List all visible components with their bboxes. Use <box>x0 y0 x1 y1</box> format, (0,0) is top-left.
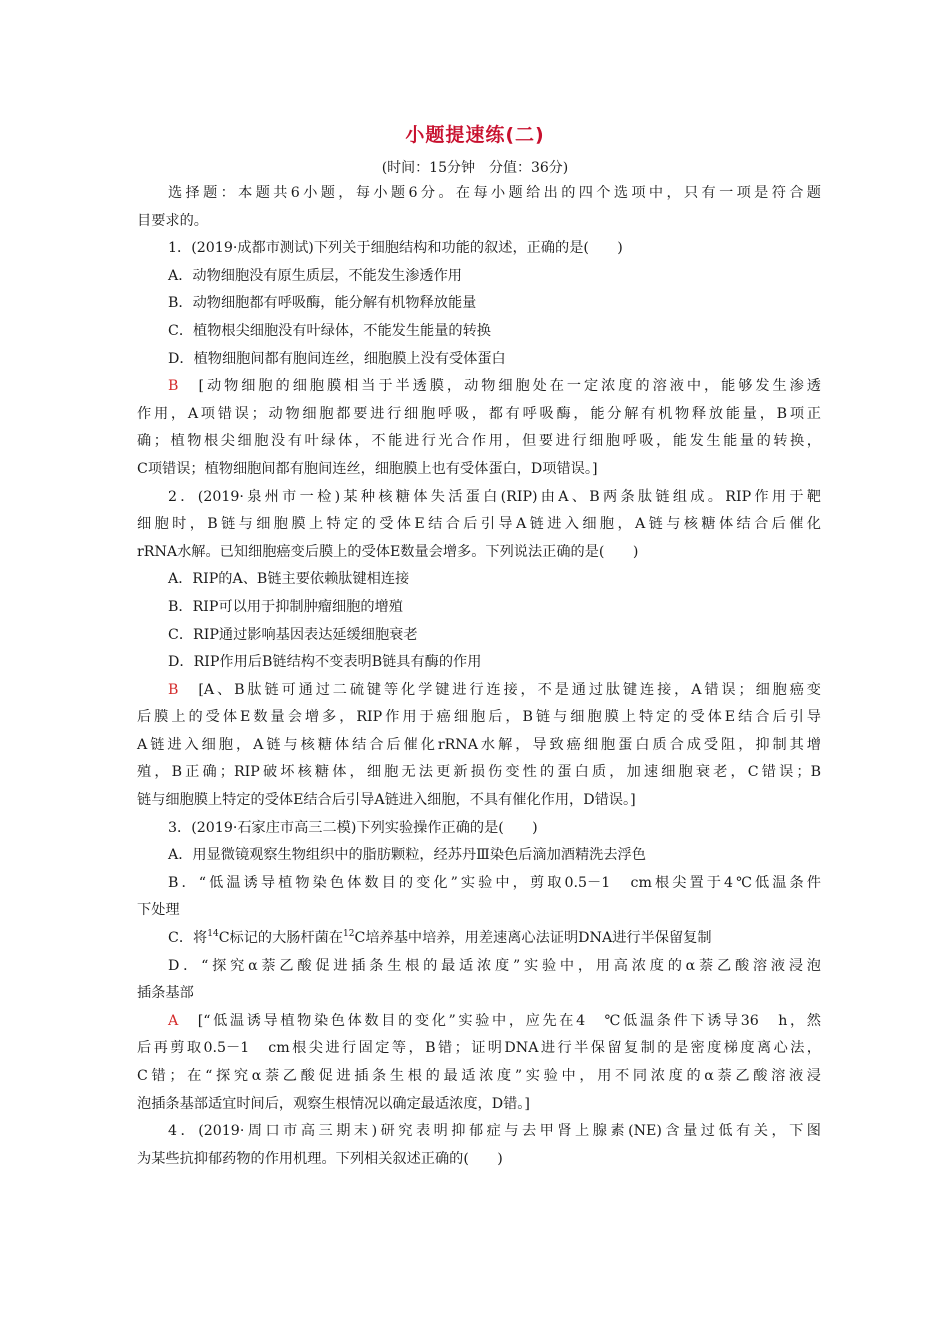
question-1-explanation: 作用，A项错误；动物细胞都要进行细胞呼吸，都有呼吸酶，能分解有机物释放能量，B项正 <box>137 405 821 422</box>
question-3-explanation: 后再剪取0.5－1 cm根尖进行固定等，B错；证明DNA进行半保留复制的是密度梯度离心法， <box>137 1040 821 1057</box>
question-3-explanation: C错；在“探究α萘乙酸促进插条生根的最适浓度”实验中，用不同浓度的α萘乙酸溶液浸 <box>137 1068 821 1084</box>
question-3-option-c: C．将$^{14}$C标记的大肠杆菌在$^{12}$C培养基中培养，用差速离心法证明DNA进行半保留复制 <box>168 929 712 947</box>
question-1-option-d: D．植物细胞间都有胞间连丝，细胞膜上没有受体蛋白 <box>168 350 506 367</box>
question-2-stem: rRNA水解。已知细胞癌变后膜上的受体E数量会增多。下列说法正确的是( ) <box>137 543 639 560</box>
question-2-option-d: D．RIP作用后B链结构不变表明B链具有酶的作用 <box>168 654 482 671</box>
question-3-answer-key: A <box>168 1012 179 1029</box>
question-1-option-a: A．动物细胞没有原生质层，不能发生渗透作用 <box>168 267 462 284</box>
question-3-option-a: A．用显微镜观察生物组织中的脂肪颗粒，经苏丹Ⅲ染色后滴加酒精洗去浮色 <box>168 847 646 864</box>
page-title: 小题提速练(二) <box>405 124 545 146</box>
question-content <box>137 180 821 1173</box>
question-3-stem: 3．(2019·石家庄市高三二模)下列实验操作正确的是( ) <box>168 819 538 836</box>
question-3-option-b: B．“低温诱导植物染色体数目的变化”实验中，剪取0.5－1 cm根尖置于4℃低温条件 <box>168 874 821 891</box>
question-2-stem: 细胞时，B链与细胞膜上特定的受体E结合后引导A链进入细胞，A链与核糖体结合后催化 <box>137 516 821 533</box>
question-1-stem: 1．(2019·成都市测试)下列关于细胞结构和功能的叙述，正确的是( ) <box>168 240 623 257</box>
question-3-option-d: 插条基部 <box>137 985 194 1002</box>
question-3-option-d: D．“探究α萘乙酸促进插条生根的最适浓度”实验中，用高浓度的α萘乙酸溶液浸泡 <box>168 957 821 974</box>
question-1-answer-key: B <box>168 378 179 395</box>
question-2-explanation: 链与细胞膜上特定的受体E结合后引导A链进入细胞，不具有催化作用，D错误。] <box>137 792 636 809</box>
question-4-stem: 为某些抗抑郁药物的作用机理。下列相关叙述正确的( ) <box>137 1150 503 1167</box>
question-2-explanation: B [A、B肽链可通过二硫键等化学键进行连接，不是通过肽键连接，A错误；细胞癌变 <box>168 681 821 698</box>
question-1-explanation: 确；植物根尖细胞没有叶绿体，不能进行光合作用，但要进行细胞呼吸，能发生能量的转换， <box>137 433 821 450</box>
question-1-option-c: C．植物根尖细胞没有叶绿体，不能发生能量的转换 <box>168 322 491 339</box>
question-2-explanation: 殖，B正确；RIP破坏核糖体，细胞无法更新损伤变性的蛋白质，加速细胞衰老，C错误；B <box>137 764 821 781</box>
question-3-option-b: 下处理 <box>137 902 180 919</box>
question-1-explanation: C项错误；植物细胞间都有胞间连丝，细胞膜上也有受体蛋白，D项错误。] <box>137 460 598 477</box>
question-2-explanation: 后膜上的受体E数量会增多，RIP作用于癌细胞后，B链与细胞膜上特定的受体E结合后引导 <box>137 709 821 726</box>
question-2-option-c: C．RIP通过影响基因表达延缓细胞衰老 <box>168 626 418 643</box>
question-1-option-b: B．动物细胞都有呼吸酶，能分解有机物释放能量 <box>168 295 477 312</box>
intro-line: 选择题：本题共6小题，每小题6分。在每小题给出的四个选项中，只有一项是符合题 <box>168 185 821 201</box>
question-2-stem: 2．(2019·泉州市一检)某种核糖体失活蛋白(RIP)由A、B两条肽链组成。RIP作用于靶 <box>168 488 821 505</box>
question-3-explanation: A [“低温诱导植物染色体数目的变化”实验中，应先在4 ℃低温条件下诱导36 h，然 <box>168 1012 821 1029</box>
question-4-stem: 4．(2019·周口市高三期末)研究表明抑郁症与去甲肾上腺素(NE)含量过低有关，下图 <box>168 1123 821 1140</box>
question-2-option-a: A．RIP的A、B链主要依赖肽键相连接 <box>168 571 410 588</box>
intro-line: 目要求的。 <box>137 212 208 229</box>
question-3-explanation: 泡插条基部适宜时间后，观察生根情况以确定最适浓度，D错。] <box>137 1095 530 1112</box>
question-2-answer-key: B <box>168 681 179 698</box>
question-2-explanation: A链进入细胞，A链与核糖体结合后催化rRNA水解，导致癌细胞蛋白质合成受阻，抑制其增 <box>137 736 821 753</box>
question-2-option-b: B．RIP可以用于抑制肿瘤细胞的增殖 <box>168 598 403 615</box>
question-1-explanation: B [动物细胞的细胞膜相当于半透膜，动物细胞处在一定浓度的溶液中，能够发生渗透 <box>168 378 821 395</box>
time-score-info: (时间：15分钟 分值：36分) <box>381 160 569 176</box>
